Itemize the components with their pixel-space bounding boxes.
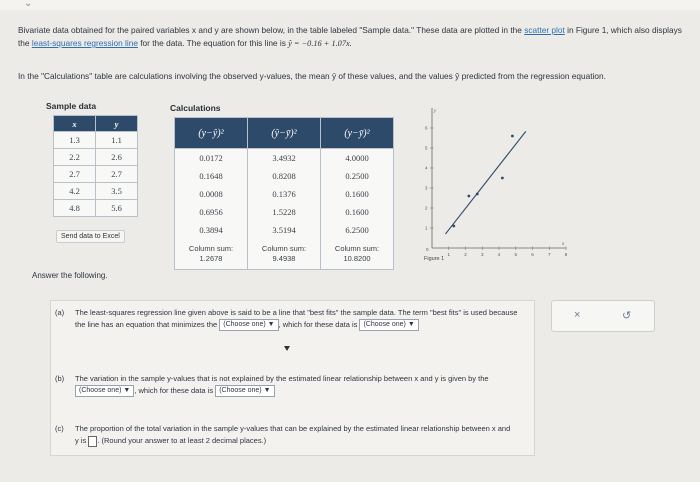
origin-label: 0 — [426, 247, 429, 252]
question-c-letter: (c) — [55, 424, 64, 433]
close-icon[interactable]: × — [574, 309, 581, 321]
x-tick-label: 6 — [531, 252, 534, 257]
chevron-down-icon: ▼ — [267, 321, 275, 329]
column-sum-row — [175, 239, 394, 270]
col-header-residual-sq: (y−ŷ)² — [175, 118, 248, 149]
send-to-excel-button[interactable]: Send data to Excel — [56, 230, 125, 243]
question-a-select-2[interactable]: (Choose one) ▼ — [359, 319, 418, 331]
questions-panel — [50, 300, 535, 456]
col-header-total-sq: (y−ȳ)² — [321, 118, 394, 149]
question-c-answer-input[interactable] — [88, 436, 97, 447]
y-tick-label: 5 — [425, 145, 428, 151]
x-tick-label: 7 — [548, 252, 551, 257]
x-tick-label: 8 — [564, 252, 568, 257]
scatter-plot-link[interactable]: scatter plot — [524, 25, 565, 35]
column-sum-3: Column sum: 10.8200 — [321, 239, 394, 270]
table-row: 4.2 3.5 — [54, 183, 138, 200]
x-axis-label: x — [562, 242, 565, 247]
intro-paragraph: Bivariate data obtained for the paired variables x and y are shown below, in the table labeled "Sample data." These data are plotted in the scatter plot in Figure 1, which also displays the least-squares regression line for the data. The equation for this line is ŷ = −0.16 + 1.07x. — [18, 25, 682, 48]
table-row: 0.6956 1.5228 0.1600 — [175, 203, 394, 221]
x-tick-label: 2 — [464, 252, 467, 257]
cursor-marker — [284, 346, 290, 351]
question-c: The proportion of the total variation in the sample y-values that can be explained by the estimated linear relationship between x and y is . (Round your answer to at least 2 decimal places.) — [75, 424, 511, 445]
scatter-plot-figure[interactable] — [420, 100, 570, 260]
undo-icon[interactable]: ↺ — [622, 310, 632, 322]
col-header-explained-sq: (ŷ−ȳ)² — [248, 118, 321, 149]
column-sum-1: Column sum: 1.2678 — [175, 239, 248, 270]
y-axis-label: y — [434, 109, 437, 114]
question-a: The least-squares regression line given above is said to be a line that "best fits" the sample data. The term "best fits" is used because the line has an equation that minimizes the (Choose one) ▼ , which for these data is (Choose one) ▼ — [75, 307, 525, 331]
regression-equation: ŷ = −0.16 + 1.07x. — [288, 39, 352, 48]
question-b-letter: (b) — [55, 374, 65, 383]
table-row: 0.0008 0.1376 0.1600 — [175, 185, 394, 203]
data-point — [467, 195, 470, 198]
col-header-x: x — [54, 116, 96, 132]
table-row: 0.1648 0.8208 0.2500 — [175, 167, 394, 185]
regression-line — [445, 131, 525, 234]
y-tick-label: 3 — [425, 185, 428, 191]
table-row: 2.7 2.7 — [54, 166, 138, 183]
data-point — [501, 177, 504, 180]
table-row: 2.2 2.6 — [54, 149, 138, 166]
x-tick-label: 4 — [497, 252, 501, 257]
sample-data-title: Sample data — [46, 101, 97, 111]
y-tick-label: 2 — [425, 205, 428, 211]
chevron-down-icon[interactable]: ⌄ — [24, 0, 33, 9]
x-tick-label: 1 — [447, 252, 451, 257]
table-row: 1.3 1.1 — [54, 132, 138, 149]
question-b-select-2[interactable]: (Choose one) ▼ — [215, 385, 274, 397]
x-tick-label: 5 — [514, 252, 518, 257]
table-row: 4.8 5.6 — [54, 200, 138, 217]
y-tick-label: 1 — [425, 225, 428, 231]
y-tick-label: 6 — [425, 125, 428, 131]
sample-data-table — [53, 115, 138, 217]
data-point — [511, 135, 514, 138]
data-point — [476, 193, 479, 196]
answer-prompt: Answer the following. — [32, 271, 108, 280]
question-a-letter: (a) — [55, 308, 65, 317]
calc-intro: In the "Calculations" table are calculations involving the observed y-values, the mean ȳ of these values, and the values ŷ predicted from the regression equation. — [18, 71, 606, 81]
top-bar — [0, 0, 700, 10]
question-b-select-1[interactable]: (Choose one) ▼ — [75, 385, 134, 397]
question-b: The variation in the sample y-values that is not explained by the estimated linear relationship between x and y is given by the (Choose one) ▼ , which for these data is (Choose one) ▼ — [75, 373, 515, 397]
tools-panel — [551, 300, 655, 332]
question-a-select-1[interactable]: (Choose one) ▼ — [219, 319, 278, 331]
calculations-table — [174, 117, 394, 270]
calculations-title: Calculations — [170, 103, 221, 113]
column-sum-2: Column sum: 9.4938 — [248, 239, 321, 270]
col-header-y: y — [96, 116, 138, 132]
least-squares-link[interactable]: least-squares regression line — [31, 38, 138, 48]
figure-label: Figure 1 — [424, 256, 445, 262]
chevron-down-icon: ▼ — [407, 321, 415, 329]
data-point — [452, 225, 455, 228]
table-row: 0.3894 3.5194 6.2500 — [175, 221, 394, 239]
x-tick-label: 3 — [481, 252, 484, 257]
chevron-down-icon: ▼ — [263, 387, 271, 395]
table-row: 0.0172 3.4932 4.0000 — [175, 149, 394, 168]
chevron-down-icon: ▼ — [123, 387, 131, 395]
y-tick-label: 4 — [425, 165, 428, 171]
